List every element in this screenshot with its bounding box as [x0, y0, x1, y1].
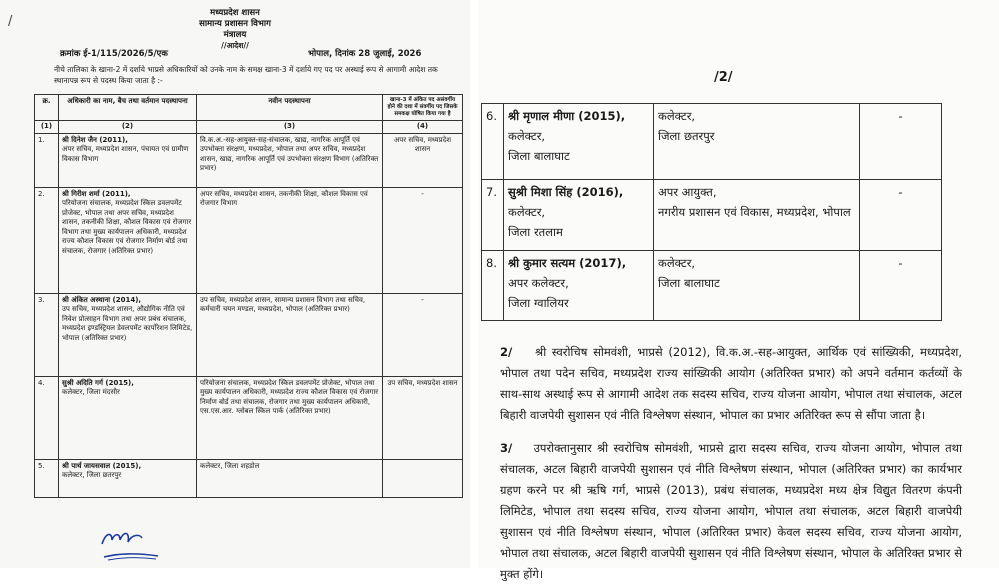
page-gap — [470, 0, 478, 568]
header-serial: क्र. — [35, 95, 59, 121]
table-row — [35, 459, 463, 497]
officer-current-post: उप सचिव, मध्यप्रदेश शासन, औद्योगिक नीति एवं निवेश प्रोत्साहन विभाग तथा अपर प्रबंध संचालक, मध्यप्रदेश इण्डस्ट्रियल डेवलपमेंट कार्पोरेशन लिमिटेड, भोपाल (अतिरिक्त प्रभार) — [62, 305, 193, 342]
equivalent-post: उप सचिव, मध्यप्रदेश शासन — [383, 376, 463, 459]
table-row — [35, 133, 463, 187]
paragraph-3 — [500, 438, 962, 585]
paragraph-3-number: 3/ — [500, 441, 513, 455]
intro-text: नीचे तालिका के खाना-2 में दर्शाये भाप्रसे अधिकारियों को उनके नाम के समक्ष खाना-3 में दर्शाये गए पद पर अस्थाई रूप से आगामी आदेश तक स्थानापन्न रूप से पदस्थ किया जाता है :- — [54, 65, 438, 85]
postings-table-continued — [481, 103, 942, 321]
equivalent-post: - — [860, 104, 942, 180]
officer-name: श्री अंकित अस्थाना (2014), — [62, 295, 142, 304]
paragraph-3-text: उपरोक्तानुसार श्री स्वरोचिष सोमवंशी, भाप्रसे द्वारा सदस्य सचिव, राज्य योजना आयोग, भोपाल तथा संचालक, अटल बिहारी वाजपेयी सुशासन एवं नीति विश्लेषण संस्थान, भोपाल (अतिरिक्त प्रभार) का कार्यभार ग्रहण करने पर श्री ऋषि गर्ग, भाप्रसे (2013), प्रबंध संचालक, मध्यप्रदेश मध्य क्षेत्र विद्युत वितरण कंपनी लिमिटेड, भोपाल तथा सदस्य सचिव, राज्य योजना आयोग, भोपाल तथा संचालक, अटल बिहारी वाजपेयी सुशासन एवं नीति विश्लेषण संस्थान, भोपाल (अतिरिक्त प्रभार) केवल सदस्य सचिव, राज्य योजना आयोग, भोपाल तथा संचालक, अटल बिहारी वाजपेयी सुशासन एवं नीति विश्लेषण संस्थान, भोपाल के अतिरिक्त प्रभार से मुक्त होंगे। — [500, 441, 963, 581]
officer-name: श्री दिनेश जैन (2011), — [62, 135, 128, 144]
equivalent-post: - — [860, 180, 942, 251]
header-line-1: मध्यप्रदेश शासन — [210, 8, 260, 18]
table-number-row — [35, 121, 463, 134]
signature-underline — [102, 546, 160, 556]
order-date: भोपाल, दिनांक 28 जुलाई, 2026 — [308, 49, 422, 59]
new-post-place: जिला छतरपुर — [658, 129, 715, 143]
officer-district: जिला रतलाम — [508, 225, 563, 239]
equivalent-post — [383, 459, 463, 497]
officer-current-post: कलेक्टर, जिला छतरपुर — [62, 471, 122, 479]
table-row — [35, 293, 463, 376]
equivalent-post: - — [383, 293, 463, 376]
paragraph-2-number: 2/ — [500, 345, 513, 359]
row-serial: 4. — [35, 376, 59, 459]
officer-district: जिला ग्वालियर — [508, 296, 569, 310]
order-page-1 — [0, 0, 470, 568]
table-row — [482, 251, 942, 321]
margin-mark: / — [8, 14, 13, 29]
new-post-title: कलेक्टर, — [658, 256, 696, 270]
new-posting: उप सचिव, मध्यप्रदेश शासन, सामान्य प्रशासन विभाग तथा सचिव, कर्मचारी चयन मण्डल, मध्यप्रदेश, भोपाल (अतिरिक्त प्रभार) — [197, 293, 383, 376]
new-posting: कलेक्टर, जिला शहडोल — [197, 459, 383, 497]
new-post-title: अपर आयुक्त, — [658, 185, 717, 199]
header-line-2: सामान्य प्रशासन विभाग — [199, 19, 271, 29]
equivalent-post: - — [383, 187, 463, 293]
header-line-4: //आदेश// — [221, 41, 249, 50]
header-line-3: मंत्रालय — [223, 30, 247, 40]
col-num-2: (2) — [59, 121, 197, 134]
table-row — [482, 180, 942, 251]
officer-name: श्री गिरीश शर्मा (2011), — [62, 189, 131, 198]
table-row — [35, 376, 463, 459]
new-posting: अपर सचिव, मध्यप्रदेश शासन, तकनीकी शिक्षा, कौशल विकास एवं रोजगार विभाग — [197, 187, 383, 293]
officer-current-post: परियोजना संचालक, मध्यप्रदेश स्किल डवलपमेंट प्रोजेक्ट, भोपाल तथा अपर सचिव, मध्यप्रदेश शासन, तकनीकी शिक्षा, कौशल विकास एवं रोजगार विभाग तथा मुख्य कार्यपालन अधिकारी, मध्यप्रदेश राज्य कौशल विकास एवं रोजगार निर्माण बोर्ड तथा संचालक, रोजगार (अतिरिक्त प्रभार) — [62, 199, 192, 255]
row-serial: 6. — [482, 104, 504, 180]
equivalent-post: अपर सचिव, मध्यप्रदेश शासन — [383, 133, 463, 187]
paragraph-2 — [500, 342, 962, 426]
row-serial: 8. — [482, 251, 504, 321]
header-equivalent: खाना-3 में अंकित पद असंवर्गीय होने की दशा में संवर्गीय पद जिसके समकक्ष घोषित किया गया है — [383, 95, 463, 121]
row-serial: 7. — [482, 180, 504, 251]
col-num-4: (4) — [383, 121, 463, 134]
paragraph-2-text: श्री स्वरोचिष सोमवंशी, भाप्रसे (2012), वि.क.अ.-सह-आयुक्त, आर्थिक एवं सांख्यिकी, मध्यप्रदेश, भोपाल तथा पदेन सचिव, मध्यप्रदेश राज्य सांख्यिकी आयोग (अतिरिक्त प्रभार) को अपने वर्तमान कर्तव्यों के साथ-साथ अस्थाई रूप से आगामी आदेश तक सदस्य सचिव, राज्य योजना आयोग, भोपाल तथा संचालक, अटल बिहारी वाजपेयी सुशासन एवं नीति विश्लेषण संस्थान, भोपाल का प्रभार अतिरिक्त रूप से सौंपा जाता है। — [500, 345, 962, 422]
row-serial: 3. — [35, 293, 59, 376]
new-post-place: नगरीय प्रशासन एवं विकास, मध्यप्रदेश, भोपाल — [658, 205, 851, 219]
postings-table — [34, 94, 463, 498]
row-serial: 2. — [35, 187, 59, 293]
table-row — [482, 104, 942, 180]
officer-name: सुश्री मिशा सिंह (2016), — [508, 185, 624, 199]
officer-current-post: कलेक्टर, जिला मंदसौर — [62, 388, 120, 396]
row-serial: 1. — [35, 133, 59, 187]
officer-post-line: कलेक्टर, — [508, 129, 546, 143]
new-post-place: जिला बालाघाट — [658, 276, 720, 290]
table-row — [35, 187, 463, 293]
officer-post-line: कलेक्टर, — [508, 205, 546, 219]
page-number: /2/ — [714, 70, 733, 85]
header-officer: अधिकारी का नाम, बैच तथा वर्तमान पदस्थापना — [59, 95, 197, 121]
header-new-posting: नवीन पदस्थापना — [197, 95, 383, 121]
officer-name: श्री पार्थ जायसवाल (2015), — [62, 461, 142, 470]
officer-name: सुश्री अदिति गर्ग (2015), — [62, 378, 134, 387]
row-serial: 5. — [35, 459, 59, 497]
officer-name: श्री मृणाल मीणा (2015), — [508, 109, 626, 123]
table-header-row — [35, 95, 463, 121]
officer-current-post: अपर सचिव, मध्यप्रदेश शासन, पंचायत एवं ग्रामीण विकास विभाग — [62, 145, 189, 163]
equivalent-post: - — [860, 251, 942, 321]
col-num-1: (1) — [35, 121, 59, 134]
new-posting: वि.क.अ.-सह-आयुक्त-सह-संचालक, खाद्य, नागरिक आपूर्ति एवं उपभोक्ता संरक्षण, मध्यप्रदेश, भोपाल तथा अपर सचिव, मध्यप्रदेश शासन, खाद्य, नागरिक आपूर्ति एवं उपभोक्ता संरक्षण विभाग (अतिरिक्त प्रभार) — [197, 133, 383, 187]
new-posting: परियोजना संचालक, मध्यप्रदेश स्किल डवलपमेंट प्रोजेक्ट, भोपाल तथा मुख्य कार्यपालन अधिकारी, मध्यप्रदेश राज्य कौशल विकास एवं रोजगार निर्माण बोर्ड तथा संचालक, रोजगार तथा मुख्य कार्यपालन अधिकारी, एस.एस.आर. ग्लोबल स्किल पार्क (अतिरिक्त प्रभार) — [197, 376, 383, 459]
officer-name: श्री कुमार सत्यम (2017), — [508, 256, 627, 270]
officer-post-line: अपर कलेक्टर, — [508, 276, 569, 290]
new-post-title: कलेक्टर, — [658, 109, 696, 123]
col-num-3: (3) — [197, 121, 383, 134]
order-number: क्रमांक ई-1/115/2026/5/एक — [60, 49, 168, 59]
officer-district: जिला बालाघाट — [508, 149, 570, 163]
